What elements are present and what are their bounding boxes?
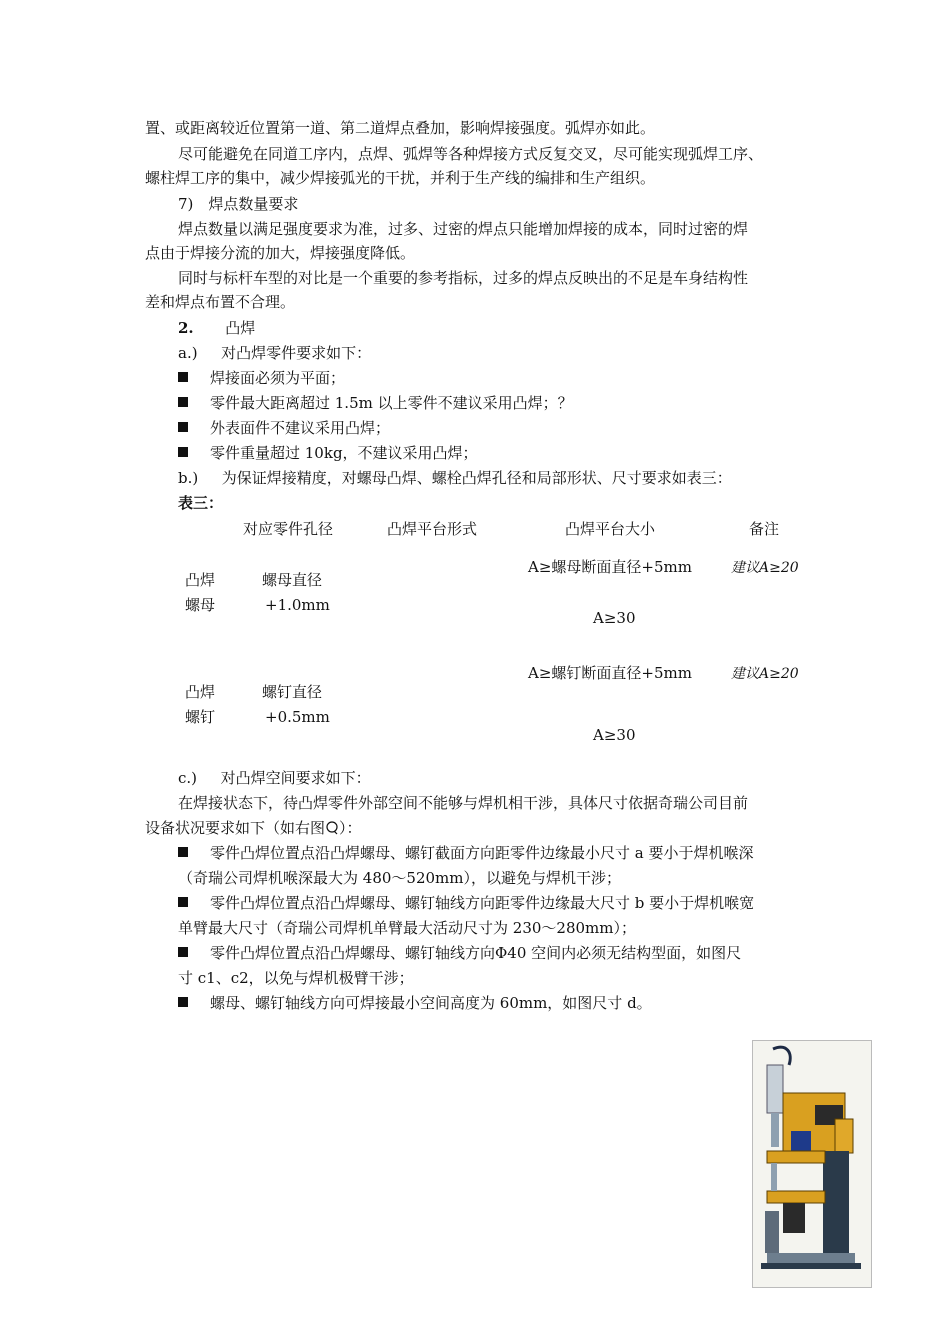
square-bullet-icon bbox=[178, 397, 188, 407]
sub-label: b.) bbox=[178, 469, 199, 487]
section-number: 2. bbox=[178, 319, 194, 337]
paragraph-line: 点由于焊接分流的加大，焊接强度降低。 bbox=[145, 244, 416, 262]
bullet-continuation: （奇瑞公司焊机喉深最大为 480～520mm），以避免与焊机干涉； bbox=[178, 869, 621, 887]
row-type: 螺母 bbox=[185, 596, 216, 614]
row-note: 建议A≥20 bbox=[731, 560, 799, 576]
square-bullet-icon bbox=[178, 422, 188, 432]
row-size: A≥30 bbox=[593, 726, 636, 744]
sub-text: 对凸焊零件要求如下： bbox=[221, 344, 372, 362]
section-heading-7: 7) 焊点数量要求 bbox=[178, 195, 299, 213]
bullet-item: 零件凸焊位置点沿凸焊螺母、螺钉截面方向距零件边缘最小尺寸 a 要小于焊机喉深 bbox=[178, 841, 753, 865]
table-header-hole: 对应零件孔径 bbox=[243, 520, 334, 538]
table-header-platform-size: 凸焊平台大小 bbox=[565, 520, 656, 538]
row-size: A≥30 bbox=[593, 609, 636, 627]
row-note: 建议A≥20 bbox=[731, 666, 799, 682]
welding-machine-icon bbox=[753, 1041, 871, 1287]
sub-text: 为保证焊接精度，对螺母凸焊、螺栓凸焊孔径和局部形状、尺寸要求如表三： bbox=[221, 469, 732, 487]
row-size: A≥螺钉断面直径+5mm bbox=[528, 664, 692, 682]
table-header-note: 备注 bbox=[749, 520, 780, 538]
paragraph-line: 焊点数量以满足强度要求为准，过多、过密的焊点只能增加焊接的成本，同时过密的焊 bbox=[178, 220, 749, 238]
square-bullet-icon bbox=[178, 447, 188, 457]
paragraph-line: 设备状况要求如下（如右图 ）： bbox=[145, 819, 362, 837]
paragraph-continued: 置、或距离较近位置第一道、第二道焊点叠加，影响焊接强度。弧焊亦如此。 bbox=[145, 119, 656, 137]
row-size: A≥螺母断面直径+5mm bbox=[528, 558, 692, 576]
row-type: 凸焊 bbox=[185, 683, 216, 701]
paragraph-line: 在焊接状态下，待凸焊零件外部空间不能够与焊机相干涉，具体尺寸依据奇瑞公司目前 bbox=[178, 794, 749, 812]
row-hole: +1.0mm bbox=[265, 596, 330, 614]
sub-label: a.) bbox=[178, 344, 198, 362]
bullet-item: 零件最大距离超过 1.5m 以上零件不建议采用凸焊；？ bbox=[178, 391, 573, 415]
sub-label: c.) bbox=[178, 769, 198, 787]
table-caption: 表三： bbox=[178, 494, 224, 512]
figure-reference-icon bbox=[325, 818, 339, 832]
paragraph-line: 螺柱焊工序的集中，减少焊接弧光的干扰，并利于生产线的编排和生产组织。 bbox=[145, 169, 656, 187]
row-hole: 螺钉直径 bbox=[262, 683, 323, 701]
bullet-continuation: 单臂最大尺寸（奇瑞公司焊机单臂最大活动尺寸为 230～280mm）； bbox=[178, 919, 636, 937]
section-heading-2 bbox=[178, 316, 255, 340]
square-bullet-icon bbox=[178, 372, 188, 382]
paragraph-line: 尽可能避免在同道工序内，点焊、弧焊等各种焊接方式反复交叉，尽可能实现弧焊工序、 bbox=[178, 145, 764, 163]
welding-machine-photo bbox=[752, 1040, 872, 1288]
bullet-item: 零件重量超过 10kg，不建议采用凸焊； bbox=[178, 441, 478, 465]
bullet-item: 外表面件不建议采用凸焊； bbox=[178, 416, 390, 440]
sub-heading-a bbox=[178, 341, 371, 365]
sub-heading-c bbox=[178, 766, 371, 790]
bullet-item: 零件凸焊位置点沿凸焊螺母、螺钉轴线方向Φ40 空间内必须无结构型面，如图尺 bbox=[178, 941, 741, 965]
bullet-item: 螺母、螺钉轴线方向可焊接最小空间高度为 60mm，如图尺寸 d。 bbox=[178, 991, 652, 1015]
sub-heading-b bbox=[178, 466, 732, 490]
section-title: 凸焊 bbox=[225, 319, 256, 337]
bullet-item: 零件凸焊位置点沿凸焊螺母、螺钉轴线方向距零件边缘最大尺寸 b 要小于焊机喉宽 bbox=[178, 891, 754, 915]
square-bullet-icon bbox=[178, 897, 188, 907]
row-type: 凸焊 bbox=[185, 571, 216, 589]
sub-text: 对凸焊空间要求如下： bbox=[220, 769, 371, 787]
bullet-continuation: 寸 c1、c2，以免与焊机极臂干涉； bbox=[178, 969, 414, 987]
table-header-platform-form: 凸焊平台形式 bbox=[387, 520, 478, 538]
paragraph-line: 同时与标杆车型的对比是一个重要的参考指标，过多的焊点反映出的不足是车身结构性 bbox=[178, 269, 749, 287]
square-bullet-icon bbox=[178, 847, 188, 857]
row-hole: +0.5mm bbox=[265, 708, 330, 726]
paragraph-line: 差和焊点布置不合理。 bbox=[145, 293, 296, 311]
row-type: 螺钉 bbox=[185, 708, 216, 726]
row-hole: 螺母直径 bbox=[262, 571, 323, 589]
square-bullet-icon bbox=[178, 947, 188, 957]
bullet-item: 焊接面必须为平面； bbox=[178, 366, 345, 390]
square-bullet-icon bbox=[178, 997, 188, 1007]
